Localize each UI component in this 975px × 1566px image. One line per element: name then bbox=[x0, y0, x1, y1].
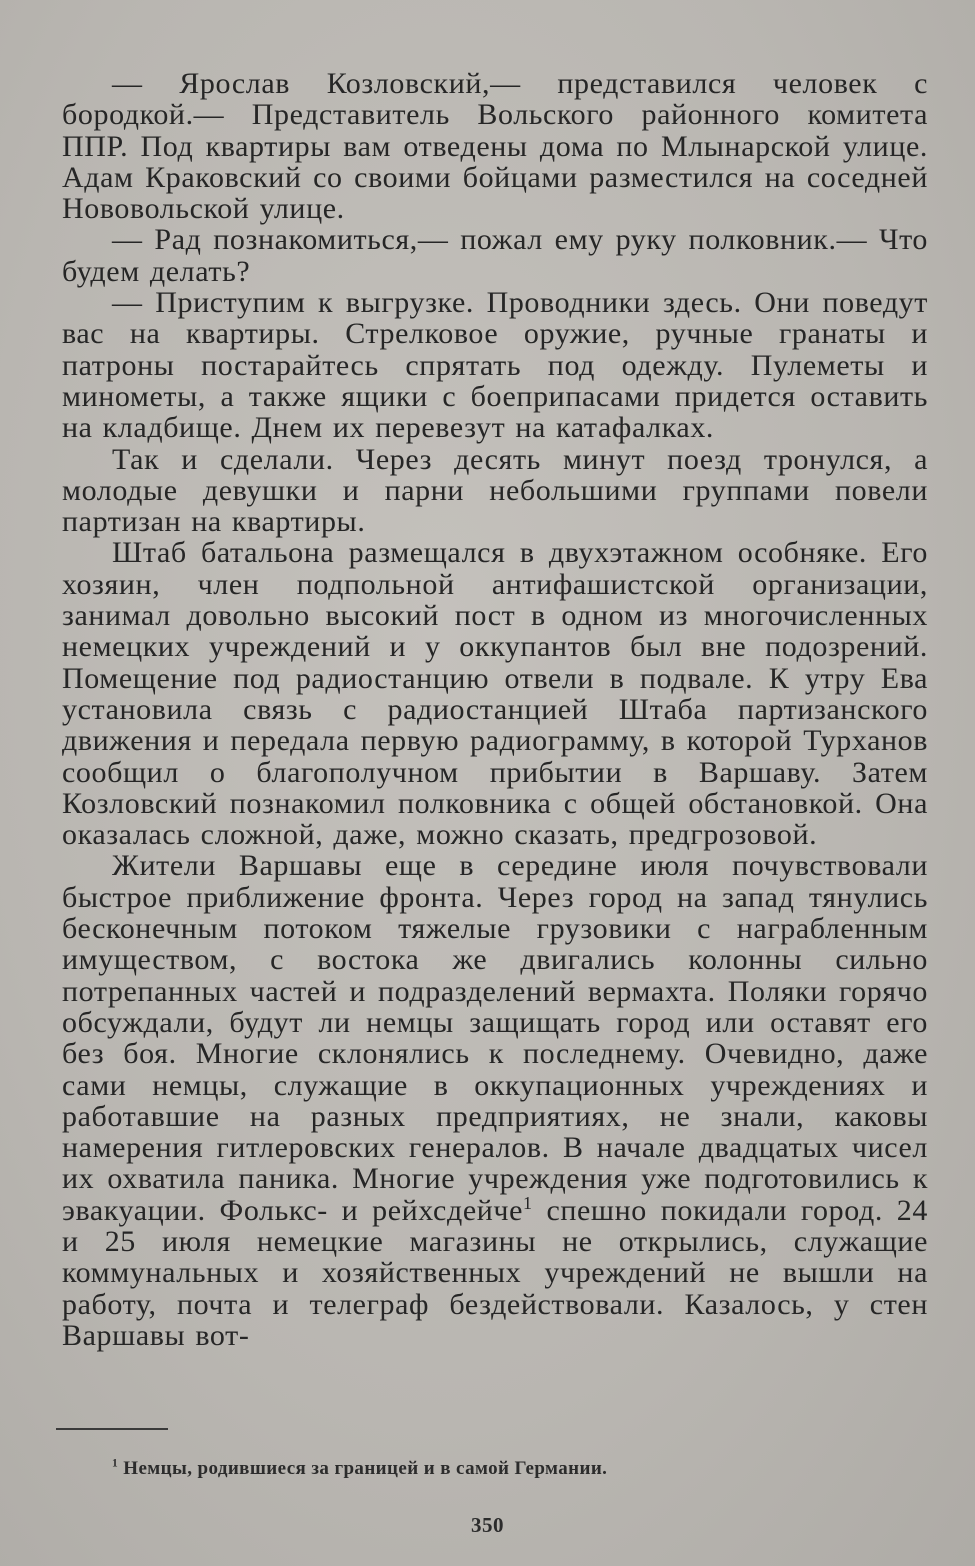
paragraph-dialogue-unloading: — Приступим к выгрузке. Проводники здесь. Они поведут вас на квартиры. Стрелковое оружие, ручные гранаты и патроны постарайтесь спрятать под одежду. Пулеметы и минометы, а также ящики с боеприпасами придется оставить на кладбище. Днем их перевезут на катафалках. bbox=[62, 286, 928, 445]
paragraph-warsaw-residents bbox=[62, 850, 928, 1351]
paragraph-dialogue-colonel: — Рад познакомиться,— пожал ему руку полковник.— Что будем делать? bbox=[62, 223, 928, 288]
footnote-reference: 1 bbox=[523, 1192, 533, 1213]
page-number: 350 bbox=[471, 1513, 504, 1537]
footnote-marker: 1 bbox=[112, 1457, 119, 1470]
footnote bbox=[112, 1455, 912, 1483]
paragraph-train-departure: Так и сделали. Через десять минут поезд тронулся, а молодые девушки и парни небольшими группами повели партизан на квартиры. bbox=[62, 442, 928, 539]
paragraph-warsaw-text-end: спешно покидали город. 24 и 25 июля немецкие магазины не открылись, служащие коммунальных и хозяйственных учреждений не вышли на работу, почта и телеграф бездействовали. Казалось, у стен Варшавы вот- bbox=[62, 1193, 928, 1352]
paragraph-dialogue-kozlovsky: — Ярослав Козловский,— представился человек с бородкой.— Представитель Вольского районного комитета ППР. Под квартиры вам отведены дома по Млынарской улице. Адам Краковский со своими бойцами разместился на соседней Нововольской улице. bbox=[62, 67, 928, 226]
paragraph-warsaw-text-start: Жители Варшавы еще в середине июля почувствовали быстрое приближение фронта. Через город на запад тянулись бесконечным потоком тяжелые грузовики с награбленным имуществом, с востока же двигались колонны сильно потрепанных частей и подразделений вермахта. Поляки горячо обсуждали, будут ли немцы защищать город или оставят его без боя. Многие склонялись к последнему. Очевидно, даже сами немцы, служащие в оккупационных учреждениях и работавшие на разных предприятиях, не знали, каковы намерения гитлеровских генералов. В начале двадцатых чисел их охватила паника. Многие учреждения уже подготовились к эвакуации. Фолькс- и рейхсдейче bbox=[62, 849, 928, 1227]
footnote-divider bbox=[56, 1428, 168, 1430]
footnote-text: Немцы, родившиеся за границей и в самой Германии. bbox=[123, 1458, 608, 1479]
main-text bbox=[62, 68, 928, 1351]
paragraph-battalion-hq: Штаб батальона размещался в двухэтажном особняке. Его хозяин, член подпольной антифашистской организации, занимал довольно высокий пост в одном из многочисленных немецких учреждений и у оккупантов был вне подозрений. Помещение под радиостанцию отвели в подвале. К утру Ева установила связь с радиостанцией Штаба партизанского движения и передала первую радиограмму, в которой Турханов сообщил о благополучном прибытии в Варшаву. Затем Козловский познакомил полковника с общей обстановкой. Она оказалась сложной, даже, можно сказать, предгрозовой. bbox=[62, 536, 928, 852]
